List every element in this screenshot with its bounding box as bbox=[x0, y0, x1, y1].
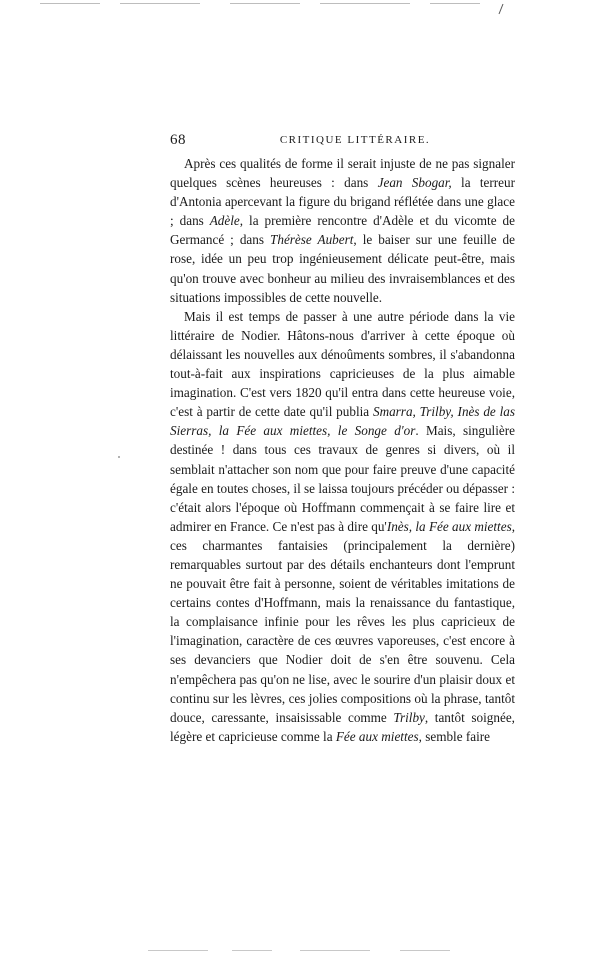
italic-title: Fée aux miettes bbox=[335, 728, 419, 744]
italic-title: Trilby bbox=[393, 709, 425, 725]
scan-bottom-edge bbox=[0, 948, 600, 954]
pen-mark-icon bbox=[497, 3, 505, 15]
paragraph bbox=[170, 307, 515, 746]
text-run: , le baiser sur une feuille de rose, idée un peu trop ingénieusement délicate peut-être, mais qu'on trouve avec bonheur au milieu des invraisemblances et des situations impossibles de cette nouvelle. bbox=[170, 232, 515, 305]
body-text bbox=[170, 154, 515, 746]
italic-title: Inès, la Fée aux miettes bbox=[386, 518, 512, 534]
text-run: Mais il est temps de passer à une autre période dans la vie littéraire de Nodier. Hâtons-nous d'arriver à cette époque où délaissant les nouvelles aux dénoûments sombres, il s'abandonna tout-à-fait aux inspirations capricieuses de la plus aimable imagination. C'est vers 1820 qu'il entra dans cette heureuse voie, c'est à partir de cette date qu'il publia bbox=[170, 308, 515, 420]
text-run: , la première rencontre d'Adèle et du vicomte de Germancé ; dans bbox=[170, 213, 515, 248]
italic-title: Thérèse Aubert bbox=[270, 232, 354, 248]
italic-title: Smarra, Trilby, Inès de las Sierras, la Fée aux miettes, le Songe d'or bbox=[170, 404, 515, 439]
margin-speck bbox=[118, 456, 120, 458]
page-header bbox=[170, 132, 515, 154]
text-run: , ces charmantes fantaisies (principalement la dernière) remarquables surtout par des détails enchanteurs dont l'emprunt ne pouvait être fait à personne, soient de véritables imitations de certains contes d'Hoffmann, mais la renaissance du fantastique, la complaisance infinie pour les rêves les plus capricieux de l'imagination, caractère de ces œuvres vaporeuses, c'est encore à ses devanciers que Nodier doit de s'en être souvenu. Cela n'empêchera pas qu'on ne lise, avec le sourire d'un plaisir doux et continu sur les lèvres, ces jolies compositions où la phrase, tantôt douce, caressante, insaisissable comme bbox=[170, 518, 515, 725]
text-run: , semble faire bbox=[418, 728, 491, 744]
text-run: Après ces qualités de forme il serait injuste de ne pas signaler quelques scènes heureuses : dans bbox=[170, 156, 515, 191]
italic-title: Jean Sbogar, bbox=[377, 175, 452, 191]
paragraph bbox=[170, 154, 515, 307]
page-number: 68 bbox=[170, 132, 186, 148]
italic-title: Adèle bbox=[209, 213, 240, 229]
text-run: . Mais, singulière destinée ! dans tous ces travaux de genres si divers, où il semblait n'attacher son nom que pour faire preuve d'une capacité égale en toutes choses, il se laissa toujours précéder ou dépasser : c'était alors l'époque où Hoffmann commençait à se faire lire et admirer en France. Ce n'est pas à dire qu' bbox=[170, 423, 515, 534]
scan-top-edge bbox=[0, 0, 600, 10]
running-head: CRITIQUE LITTÉRAIRE. bbox=[279, 134, 431, 146]
text-run: , tantôt soignée, légère et capricieuse comme la bbox=[170, 709, 515, 744]
text-run: la terreur d'Antonia apercevant la figure du brigand réflétée dans une glace ; dans bbox=[170, 175, 515, 229]
